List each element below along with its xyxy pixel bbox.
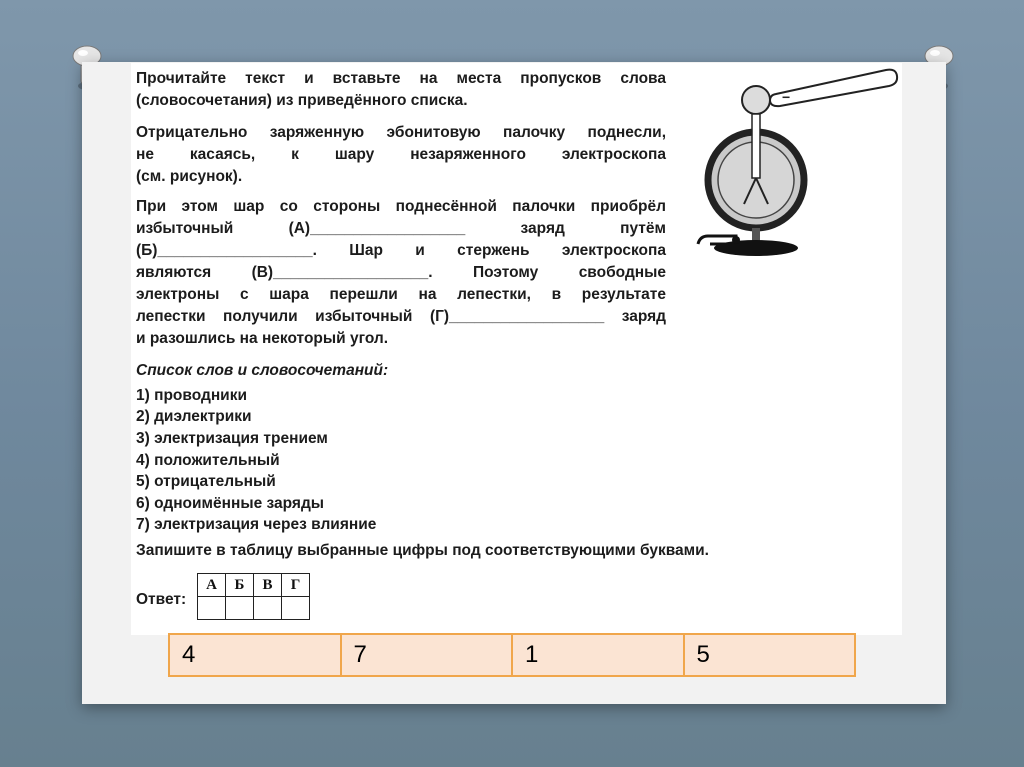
list-item: 5) отрицательный xyxy=(136,473,276,490)
answer-header-a: А xyxy=(198,574,226,597)
paragraph2-line-7: и разошлись на некоторый угол. xyxy=(136,330,389,347)
answer-header-g: Г xyxy=(282,574,310,597)
answer-cell-v xyxy=(254,597,282,620)
answer-cell-g xyxy=(282,597,310,620)
answer-cell-a xyxy=(198,597,226,620)
paragraph2-line-3: (Б)__________________. Шар и стержень электроскопа xyxy=(136,242,666,259)
list-item: 1) проводники xyxy=(136,387,247,404)
rod-charge-sign: − xyxy=(782,89,791,105)
result-cell-g: 5 xyxy=(684,634,856,676)
answer-header-b: Б xyxy=(226,574,254,597)
answer-cell-b xyxy=(226,597,254,620)
answer-label: Ответ: xyxy=(136,591,187,608)
intro-line-2: (словосочетания) из приведённого списка. xyxy=(136,92,468,109)
list-item: 6) одноимённые заряды xyxy=(136,495,325,512)
list-item: 4) положительный xyxy=(136,452,280,469)
electroscope-figure xyxy=(690,60,905,270)
ground-terminal xyxy=(698,236,740,244)
intro-line-1: Прочитайте текст и вставьте на места пропусков слова xyxy=(136,70,666,87)
electroscope-ball xyxy=(742,86,770,114)
result-cell-v: 1 xyxy=(512,634,684,676)
instruction-text: Запишите в таблицу выбранные цифры под соответствующими буквами. xyxy=(136,542,709,559)
answer-header-v: В xyxy=(254,574,282,597)
paragraph2-line-5: электроны с шара перешли на лепестки, в результате xyxy=(136,286,666,303)
paragraph2-line-2: избыточный (А)__________________ заряд путём xyxy=(136,220,666,237)
ebonite-rod xyxy=(770,70,897,107)
result-cell-a: 4 xyxy=(169,634,341,676)
answer-result-table xyxy=(168,633,856,677)
paragraph1-line-2: не касаясь, к шару незаряженного электроскопа xyxy=(136,146,666,163)
paragraph1-line-3: (см. рисунок). xyxy=(136,168,243,185)
paragraph2-line-6: лепестки получили избыточный (Г)__________________ заряд xyxy=(136,308,666,325)
electroscope-stem xyxy=(752,114,760,178)
result-cell-b: 7 xyxy=(341,634,513,676)
list-item: 2) диэлектрики xyxy=(136,408,252,425)
list-item: 3) электризация трением xyxy=(136,430,328,447)
list-item: 7) электризация через влияние xyxy=(136,516,377,533)
answer-grid xyxy=(197,573,310,620)
paragraph2-line-4: являются (В)__________________. Поэтому свободные xyxy=(136,264,666,281)
electroscope-base xyxy=(714,240,798,256)
paragraph2-line-1: При этом шар со стороны поднесённой палочки приобрёл xyxy=(136,198,666,215)
word-list-title: Список слов и словосочетаний: xyxy=(136,362,389,379)
paragraph1-line-1: Отрицательно заряженную эбонитовую палочку поднесли, xyxy=(136,124,666,141)
